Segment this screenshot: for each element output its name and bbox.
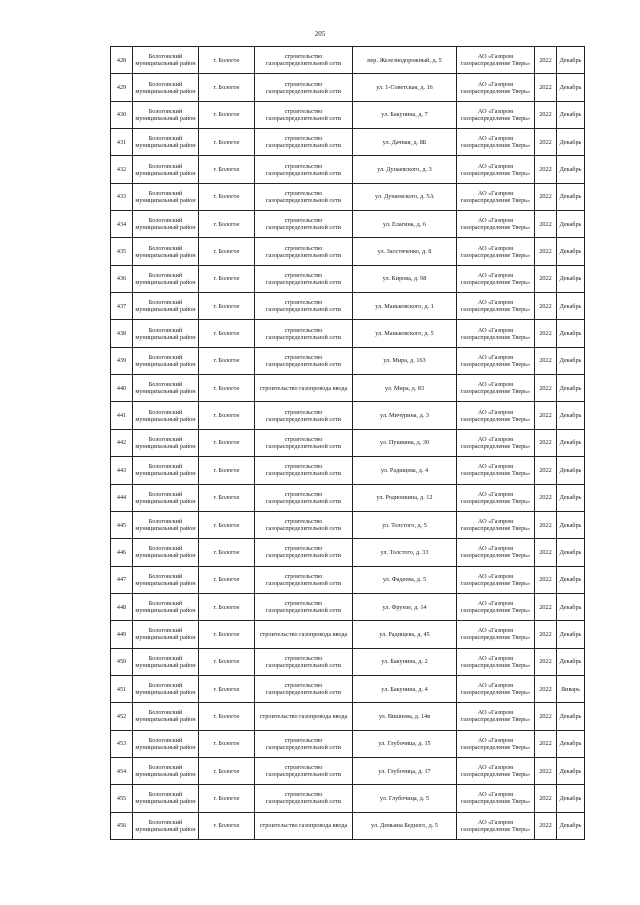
- organization-cell: АО «Газпром газораспределение Тверь»: [457, 812, 535, 839]
- month-cell: Декабрь: [557, 101, 585, 128]
- row-number-cell: 449: [111, 621, 133, 648]
- table-row: [111, 539, 585, 566]
- year-cell: 2022: [535, 593, 557, 620]
- row-number-cell: 444: [111, 484, 133, 511]
- row-number-cell: 433: [111, 183, 133, 210]
- year-cell: 2022: [535, 265, 557, 292]
- address-cell: ул. Дачная, д. 8Б: [353, 129, 457, 156]
- month-cell: Декабрь: [557, 703, 585, 730]
- row-number-cell: 429: [111, 74, 133, 101]
- registry-table: [110, 46, 585, 840]
- organization-cell: АО «Газпром газораспределение Тверь»: [457, 785, 535, 812]
- city-cell: г. Бологое: [199, 101, 255, 128]
- table-row: [111, 484, 585, 511]
- city-cell: г. Бологое: [199, 429, 255, 456]
- table-row: [111, 429, 585, 456]
- work-type-cell: строительство газораспределительной сети: [255, 511, 353, 538]
- row-number-cell: 456: [111, 812, 133, 839]
- table-row: [111, 593, 585, 620]
- year-cell: 2022: [535, 648, 557, 675]
- organization-cell: АО «Газпром газораспределение Тверь»: [457, 183, 535, 210]
- year-cell: 2022: [535, 675, 557, 702]
- year-cell: 2022: [535, 293, 557, 320]
- month-cell: Декабрь: [557, 566, 585, 593]
- table-row: [111, 402, 585, 429]
- address-cell: ул. Бакунина, д. 2: [353, 648, 457, 675]
- work-type-cell: строительство газораспределительной сети: [255, 675, 353, 702]
- address-cell: ул. Заостяченко, д. 8: [353, 238, 457, 265]
- month-cell: Декабрь: [557, 183, 585, 210]
- city-cell: г. Бологое: [199, 320, 255, 347]
- year-cell: 2022: [535, 156, 557, 183]
- organization-cell: АО «Газпром газораспределение Тверь»: [457, 757, 535, 784]
- year-cell: 2022: [535, 183, 557, 210]
- row-number-cell: 450: [111, 648, 133, 675]
- year-cell: 2022: [535, 457, 557, 484]
- table-body: [111, 47, 585, 840]
- organization-cell: АО «Газпром газораспределение Тверь»: [457, 648, 535, 675]
- work-type-cell: строительство газораспределительной сети: [255, 101, 353, 128]
- month-cell: Декабрь: [557, 156, 585, 183]
- year-cell: 2022: [535, 402, 557, 429]
- district-cell: Бологовский муниципальный район: [133, 457, 199, 484]
- address-cell: ул. Бакунина, д. 7: [353, 101, 457, 128]
- table-row: [111, 757, 585, 784]
- organization-cell: АО «Газпром газораспределение Тверь»: [457, 101, 535, 128]
- month-cell: Декабрь: [557, 47, 585, 74]
- district-cell: Бологовский муниципальный район: [133, 785, 199, 812]
- work-type-cell: строительство газораспределительной сети: [255, 757, 353, 784]
- work-type-cell: строительство газораспределительной сети: [255, 566, 353, 593]
- month-cell: Декабрь: [557, 593, 585, 620]
- district-cell: Бологовский муниципальный район: [133, 566, 199, 593]
- city-cell: г. Бологое: [199, 648, 255, 675]
- city-cell: г. Бологое: [199, 757, 255, 784]
- row-number-cell: 455: [111, 785, 133, 812]
- year-cell: 2022: [535, 429, 557, 456]
- work-type-cell: строительство газораспределительной сети: [255, 238, 353, 265]
- table-row: [111, 156, 585, 183]
- work-type-cell: строительство газораспределительной сети: [255, 429, 353, 456]
- organization-cell: АО «Газпром газораспределение Тверь»: [457, 238, 535, 265]
- organization-cell: АО «Газпром газораспределение Тверь»: [457, 511, 535, 538]
- district-cell: Бологовский муниципальный район: [133, 484, 199, 511]
- work-type-cell: строительство газораспределительной сети: [255, 293, 353, 320]
- organization-cell: АО «Газпром газораспределение Тверь»: [457, 402, 535, 429]
- address-cell: ул. Радищева, д. 4: [353, 457, 457, 484]
- table-row: [111, 566, 585, 593]
- month-cell: Декабрь: [557, 785, 585, 812]
- district-cell: Бологовский муниципальный район: [133, 593, 199, 620]
- address-cell: ул. Толстого, д. 33: [353, 539, 457, 566]
- table-row: [111, 238, 585, 265]
- city-cell: г. Бологое: [199, 675, 255, 702]
- work-type-cell: строительство газораспределительной сети: [255, 593, 353, 620]
- address-cell: ул. Мичурина, д. 3: [353, 402, 457, 429]
- table-row: [111, 320, 585, 347]
- organization-cell: АО «Газпром газораспределение Тверь»: [457, 429, 535, 456]
- district-cell: Бологовский муниципальный район: [133, 402, 199, 429]
- month-cell: Декабрь: [557, 320, 585, 347]
- year-cell: 2022: [535, 129, 557, 156]
- city-cell: г. Бологое: [199, 293, 255, 320]
- district-cell: Бологовский муниципальный район: [133, 265, 199, 292]
- month-cell: Декабрь: [557, 265, 585, 292]
- address-cell: ул. Глубочица, д. 17: [353, 757, 457, 784]
- year-cell: 2022: [535, 785, 557, 812]
- organization-cell: АО «Газпром газораспределение Тверь»: [457, 265, 535, 292]
- organization-cell: АО «Газпром газораспределение Тверь»: [457, 47, 535, 74]
- district-cell: Бологовский муниципальный район: [133, 375, 199, 402]
- work-type-cell: строительство газопровода ввода: [255, 375, 353, 402]
- organization-cell: АО «Газпром газораспределение Тверь»: [457, 375, 535, 402]
- month-cell: Декабрь: [557, 812, 585, 839]
- row-number-cell: 439: [111, 347, 133, 374]
- organization-cell: АО «Газпром газораспределение Тверь»: [457, 703, 535, 730]
- work-type-cell: строительство газораспределительной сети: [255, 47, 353, 74]
- address-cell: ул. Мира, д. 83: [353, 375, 457, 402]
- work-type-cell: строительство газораспределительной сети: [255, 539, 353, 566]
- city-cell: г. Бологое: [199, 347, 255, 374]
- table-row: [111, 730, 585, 757]
- month-cell: Декабрь: [557, 375, 585, 402]
- address-cell: ул. Демьяна Бедного, д. 5: [353, 812, 457, 839]
- month-cell: Декабрь: [557, 347, 585, 374]
- table-row: [111, 74, 585, 101]
- city-cell: г. Бологое: [199, 593, 255, 620]
- row-number-cell: 430: [111, 101, 133, 128]
- year-cell: 2022: [535, 566, 557, 593]
- work-type-cell: строительство газораспределительной сети: [255, 484, 353, 511]
- work-type-cell: строительство газораспределительной сети: [255, 156, 353, 183]
- year-cell: 2022: [535, 320, 557, 347]
- work-type-cell: строительство газопровода ввода: [255, 812, 353, 839]
- city-cell: г. Бологое: [199, 211, 255, 238]
- page-number: 205: [314, 30, 326, 38]
- organization-cell: АО «Газпром газораспределение Тверь»: [457, 74, 535, 101]
- work-type-cell: строительство газораспределительной сети: [255, 320, 353, 347]
- work-type-cell: строительство газораспределительной сети: [255, 457, 353, 484]
- row-number-cell: 437: [111, 293, 133, 320]
- month-cell: Декабрь: [557, 484, 585, 511]
- month-cell: Декабрь: [557, 74, 585, 101]
- work-type-cell: строительство газораспределительной сети: [255, 183, 353, 210]
- row-number-cell: 442: [111, 429, 133, 456]
- district-cell: Бологовский муниципальный район: [133, 74, 199, 101]
- table-row: [111, 211, 585, 238]
- city-cell: г. Бологое: [199, 47, 255, 74]
- organization-cell: АО «Газпром газораспределение Тверь»: [457, 129, 535, 156]
- district-cell: Бологовский муниципальный район: [133, 129, 199, 156]
- address-cell: ул. Толстого, д. 5: [353, 511, 457, 538]
- month-cell: Декабрь: [557, 457, 585, 484]
- city-cell: г. Бологое: [199, 402, 255, 429]
- month-cell: Декабрь: [557, 402, 585, 429]
- row-number-cell: 446: [111, 539, 133, 566]
- table-row: [111, 785, 585, 812]
- month-cell: Декабрь: [557, 539, 585, 566]
- work-type-cell: строительство газораспределительной сети: [255, 402, 353, 429]
- organization-cell: АО «Газпром газораспределение Тверь»: [457, 593, 535, 620]
- year-cell: 2022: [535, 539, 557, 566]
- month-cell: Декабрь: [557, 730, 585, 757]
- address-cell: ул. Маньковского, д. 1: [353, 293, 457, 320]
- city-cell: г. Бологое: [199, 238, 255, 265]
- row-number-cell: 452: [111, 703, 133, 730]
- city-cell: г. Бологое: [199, 156, 255, 183]
- address-cell: ул. Елагина, д. 6: [353, 211, 457, 238]
- year-cell: 2022: [535, 757, 557, 784]
- organization-cell: АО «Газпром газораспределение Тверь»: [457, 539, 535, 566]
- address-cell: пер. Железнодорожный, д. 5: [353, 47, 457, 74]
- table-row: [111, 703, 585, 730]
- year-cell: 2022: [535, 211, 557, 238]
- address-cell: ул. Фрунзе, д. 14: [353, 593, 457, 620]
- district-cell: Бологовский муниципальный район: [133, 511, 199, 538]
- month-cell: Декабрь: [557, 429, 585, 456]
- row-number-cell: 434: [111, 211, 133, 238]
- year-cell: 2022: [535, 730, 557, 757]
- row-number-cell: 438: [111, 320, 133, 347]
- district-cell: Бологовский муниципальный район: [133, 703, 199, 730]
- district-cell: Бологовский муниципальный район: [133, 648, 199, 675]
- organization-cell: АО «Газпром газораспределение Тверь»: [457, 730, 535, 757]
- organization-cell: АО «Газпром газораспределение Тверь»: [457, 320, 535, 347]
- address-cell: ул. Пушкина, д. 30: [353, 429, 457, 456]
- district-cell: Бологовский муниципальный район: [133, 211, 199, 238]
- month-cell: Декабрь: [557, 238, 585, 265]
- district-cell: Бологовский муниципальный район: [133, 156, 199, 183]
- city-cell: г. Бологое: [199, 74, 255, 101]
- table-row: [111, 101, 585, 128]
- row-number-cell: 428: [111, 47, 133, 74]
- address-cell: ул. Глубочица, д. 15: [353, 730, 457, 757]
- district-cell: Бологовский муниципальный район: [133, 757, 199, 784]
- address-cell: ул. Бакунина, д. 4: [353, 675, 457, 702]
- district-cell: Бологовский муниципальный район: [133, 621, 199, 648]
- year-cell: 2022: [535, 375, 557, 402]
- year-cell: 2022: [535, 347, 557, 374]
- city-cell: г. Бологое: [199, 183, 255, 210]
- organization-cell: АО «Газпром газораспределение Тверь»: [457, 156, 535, 183]
- address-cell: ул. Кирова, д. 98: [353, 265, 457, 292]
- month-cell: Декабрь: [557, 648, 585, 675]
- year-cell: 2022: [535, 74, 557, 101]
- year-cell: 2022: [535, 812, 557, 839]
- district-cell: Бологовский муниципальный район: [133, 320, 199, 347]
- address-cell: ул. Родионкина, д. 12: [353, 484, 457, 511]
- city-cell: г. Бологое: [199, 566, 255, 593]
- row-number-cell: 454: [111, 757, 133, 784]
- organization-cell: АО «Газпром газораспределение Тверь»: [457, 457, 535, 484]
- table-row: [111, 265, 585, 292]
- city-cell: г. Бологое: [199, 484, 255, 511]
- year-cell: 2022: [535, 238, 557, 265]
- work-type-cell: строительство газораспределительной сети: [255, 74, 353, 101]
- district-cell: Бологовский муниципальный район: [133, 47, 199, 74]
- city-cell: г. Бологое: [199, 511, 255, 538]
- district-cell: Бологовский муниципальный район: [133, 293, 199, 320]
- work-type-cell: строительство газораспределительной сети: [255, 129, 353, 156]
- table-row: [111, 511, 585, 538]
- organization-cell: АО «Газпром газораспределение Тверь»: [457, 566, 535, 593]
- year-cell: 2022: [535, 101, 557, 128]
- work-type-cell: строительство газораспределительной сети: [255, 785, 353, 812]
- address-cell: ул. Глубочица, д. 5: [353, 785, 457, 812]
- table-row: [111, 812, 585, 839]
- year-cell: 2022: [535, 703, 557, 730]
- row-number-cell: 448: [111, 593, 133, 620]
- district-cell: Бологовский муниципальный район: [133, 101, 199, 128]
- table-row: [111, 293, 585, 320]
- city-cell: г. Бологое: [199, 539, 255, 566]
- table-row: [111, 347, 585, 374]
- organization-cell: АО «Газпром газораспределение Тверь»: [457, 211, 535, 238]
- table-row: [111, 47, 585, 74]
- work-type-cell: строительство газораспределительной сети: [255, 211, 353, 238]
- city-cell: г. Бологое: [199, 621, 255, 648]
- row-number-cell: 435: [111, 238, 133, 265]
- address-cell: ул. Вишнева, д. 14в: [353, 703, 457, 730]
- organization-cell: АО «Газпром газораспределение Тверь»: [457, 621, 535, 648]
- organization-cell: АО «Газпром газораспределение Тверь»: [457, 293, 535, 320]
- month-cell: Декабрь: [557, 211, 585, 238]
- month-cell: Декабрь: [557, 511, 585, 538]
- table-row: [111, 675, 585, 702]
- year-cell: 2022: [535, 621, 557, 648]
- month-cell: Декабрь: [557, 293, 585, 320]
- district-cell: Бологовский муниципальный район: [133, 347, 199, 374]
- address-cell: ул. Дунаевского, д. 3: [353, 156, 457, 183]
- year-cell: 2022: [535, 47, 557, 74]
- row-number-cell: 443: [111, 457, 133, 484]
- table-row: [111, 457, 585, 484]
- work-type-cell: строительство газопровода ввода: [255, 621, 353, 648]
- table-row: [111, 183, 585, 210]
- city-cell: г. Бологое: [199, 375, 255, 402]
- row-number-cell: 436: [111, 265, 133, 292]
- row-number-cell: 432: [111, 156, 133, 183]
- table-row: [111, 375, 585, 402]
- district-cell: Бологовский муниципальный район: [133, 183, 199, 210]
- row-number-cell: 431: [111, 129, 133, 156]
- table-row: [111, 648, 585, 675]
- work-type-cell: строительство газораспределительной сети: [255, 265, 353, 292]
- row-number-cell: 440: [111, 375, 133, 402]
- table-row: [111, 129, 585, 156]
- row-number-cell: 451: [111, 675, 133, 702]
- city-cell: г. Бологое: [199, 730, 255, 757]
- row-number-cell: 453: [111, 730, 133, 757]
- row-number-cell: 441: [111, 402, 133, 429]
- organization-cell: АО «Газпром газораспределение Тверь»: [457, 675, 535, 702]
- row-number-cell: 447: [111, 566, 133, 593]
- district-cell: Бологовский муниципальный район: [133, 539, 199, 566]
- city-cell: г. Бологое: [199, 785, 255, 812]
- address-cell: ул. Фадеева, д. 5: [353, 566, 457, 593]
- work-type-cell: строительство газораспределительной сети: [255, 347, 353, 374]
- month-cell: Январь: [557, 675, 585, 702]
- organization-cell: АО «Газпром газораспределение Тверь»: [457, 347, 535, 374]
- district-cell: Бологовский муниципальный район: [133, 675, 199, 702]
- row-number-cell: 445: [111, 511, 133, 538]
- address-cell: ул. Радищева, д. 45: [353, 621, 457, 648]
- month-cell: Декабрь: [557, 757, 585, 784]
- district-cell: Бологовский муниципальный район: [133, 429, 199, 456]
- year-cell: 2022: [535, 484, 557, 511]
- organization-cell: АО «Газпром газораспределение Тверь»: [457, 484, 535, 511]
- city-cell: г. Бологое: [199, 457, 255, 484]
- address-cell: ул. Дунаевского, д. 5А: [353, 183, 457, 210]
- city-cell: г. Бологое: [199, 703, 255, 730]
- table-row: [111, 621, 585, 648]
- address-cell: ул. 1-Советская, д. 16: [353, 74, 457, 101]
- city-cell: г. Бологое: [199, 812, 255, 839]
- month-cell: Декабрь: [557, 129, 585, 156]
- city-cell: г. Бологое: [199, 265, 255, 292]
- work-type-cell: строительство газораспределительной сети: [255, 730, 353, 757]
- month-cell: Декабрь: [557, 621, 585, 648]
- district-cell: Бологовский муниципальный район: [133, 238, 199, 265]
- work-type-cell: строительство газораспределительной сети: [255, 648, 353, 675]
- district-cell: Бологовский муниципальный район: [133, 730, 199, 757]
- city-cell: г. Бологое: [199, 129, 255, 156]
- work-type-cell: строительство газопровода ввода: [255, 703, 353, 730]
- year-cell: 2022: [535, 511, 557, 538]
- address-cell: ул. Мира, д. 163: [353, 347, 457, 374]
- district-cell: Бологовский муниципальный район: [133, 812, 199, 839]
- address-cell: ул. Маньковского, д. 5: [353, 320, 457, 347]
